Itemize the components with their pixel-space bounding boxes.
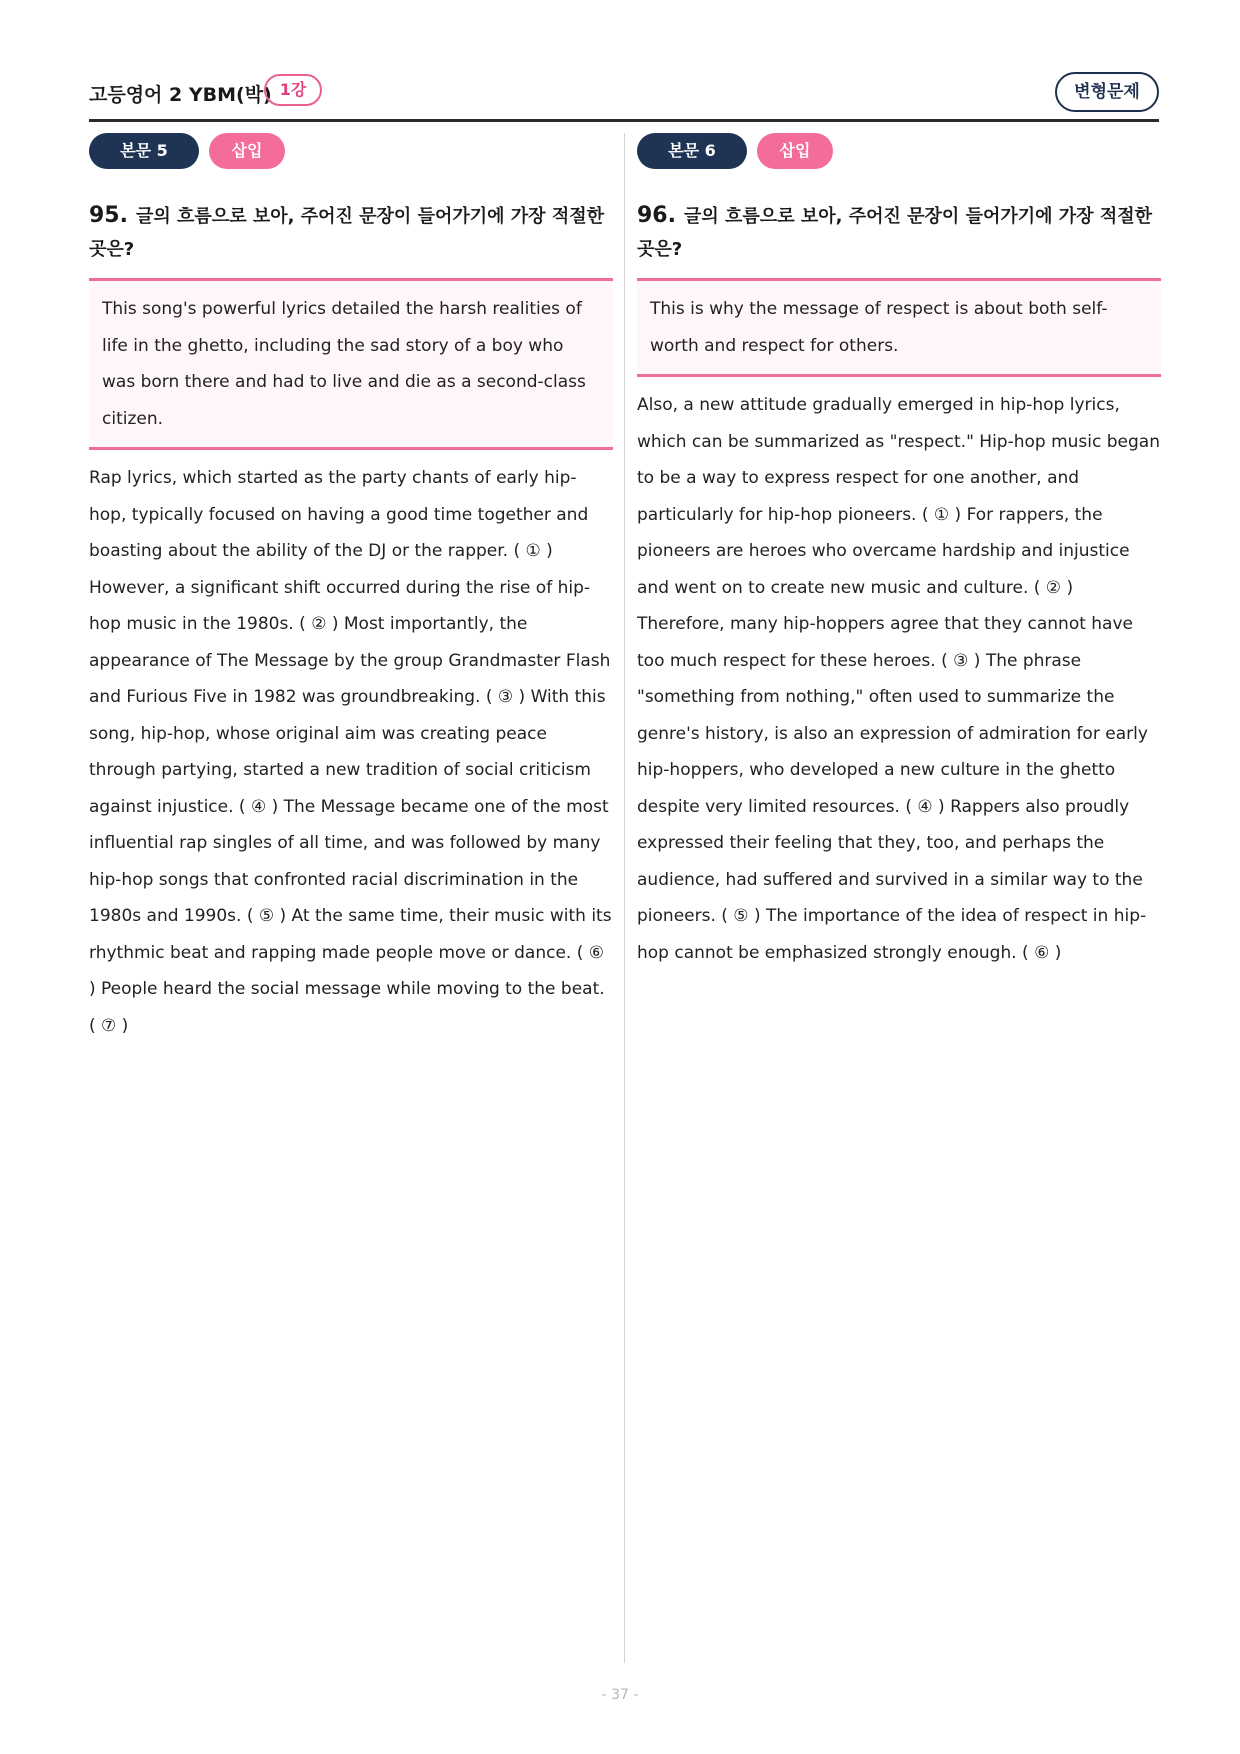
left-column (89, 133, 613, 1044)
passage-tag: 본문 6 (637, 133, 747, 169)
right-column (637, 133, 1161, 971)
lesson-badge: 1강 (264, 74, 322, 106)
doc-type-badge: 변형문제 (1055, 72, 1159, 112)
passage-text: Also, a new attitude gradually emerged in hip-hop lyrics, which can be summarized as "respect." Hip-hop music began to be a way to express respect for one another, and particularly for hip-hop pioneers. ( ① ) For rappers, the pioneers are heroes who overcame hardship and injustice and went on to create new music and culture. ( ② ) Therefore, many hip-hoppers agree that they cannot have too much respect for these heroes. ( ③ ) The phrase "something from nothing," often used to summarize the genre's history, is also an expression of admiration for early hip-hoppers, who developed a new culture in the ghetto despite very limited resources. ( ④ ) Rappers also proudly expressed their feeling that they, too, and perhaps the audience, had suffered and survived in a similar way to the pioneers. ( ⑤ ) The importance of the idea of respect in hip-hop cannot be emphasized strongly enough. ( ⑥ ) (637, 395, 1160, 963)
question-number: 96. (637, 203, 676, 228)
given-sentence-box: This song's powerful lyrics detailed the harsh realities of life in the ghetto, including the sad story of a boy who was born there and had to live and die as a second-class citizen. (89, 278, 613, 450)
book-title: 고등영어 2 YBM(박) (89, 84, 272, 106)
question-number: 95. (89, 203, 128, 228)
page-number: - 37 - (601, 1687, 639, 1703)
question-prompt (637, 199, 1161, 266)
column-divider (624, 133, 625, 1663)
question-type-tag: 삽입 (757, 133, 833, 169)
passage-tag: 본문 5 (89, 133, 199, 169)
given-sentence-box: This is why the message of respect is about both self-worth and respect for others. (637, 278, 1161, 377)
left-tags (89, 133, 613, 169)
passage-text: Rap lyrics, which started as the party chants of early hip-hop, typically focused on having a good time together and boasting about the ability of the DJ or the rapper. ( ① ) However, a significant shift occurred during the rise of hip-hop music in the 1980s. ( ② ) Most importantly, the appearance of The Message by the group Grandmaster Flash and Furious Five in 1982 was groundbreaking. ( ③ ) With this song, hip-hop, whose original aim was creating peace through partying, started a new tradition of social criticism against injustice. ( ④ ) The Message became one of the most influential rap singles of all time, and was followed by many hip-hop songs that confronted racial discrimination in the 1980s and 1990s. ( ⑤ ) At the same time, their music with its rhythmic beat and rapping made people move or dance. ( ⑥ ) People heard the social message while moving to the beat. ( ⑦ ) (89, 468, 612, 1036)
question-type-tag: 삽입 (209, 133, 285, 169)
question-prompt (89, 199, 613, 266)
header-divider (89, 119, 1159, 122)
question-text: 글의 흐름으로 보아, 주어진 문장이 들어가기에 가장 적절한 곳은? (89, 206, 604, 260)
right-tags (637, 133, 1161, 169)
page-header (89, 72, 1159, 120)
question-text: 글의 흐름으로 보아, 주어진 문장이 들어가기에 가장 적절한 곳은? (637, 206, 1152, 260)
